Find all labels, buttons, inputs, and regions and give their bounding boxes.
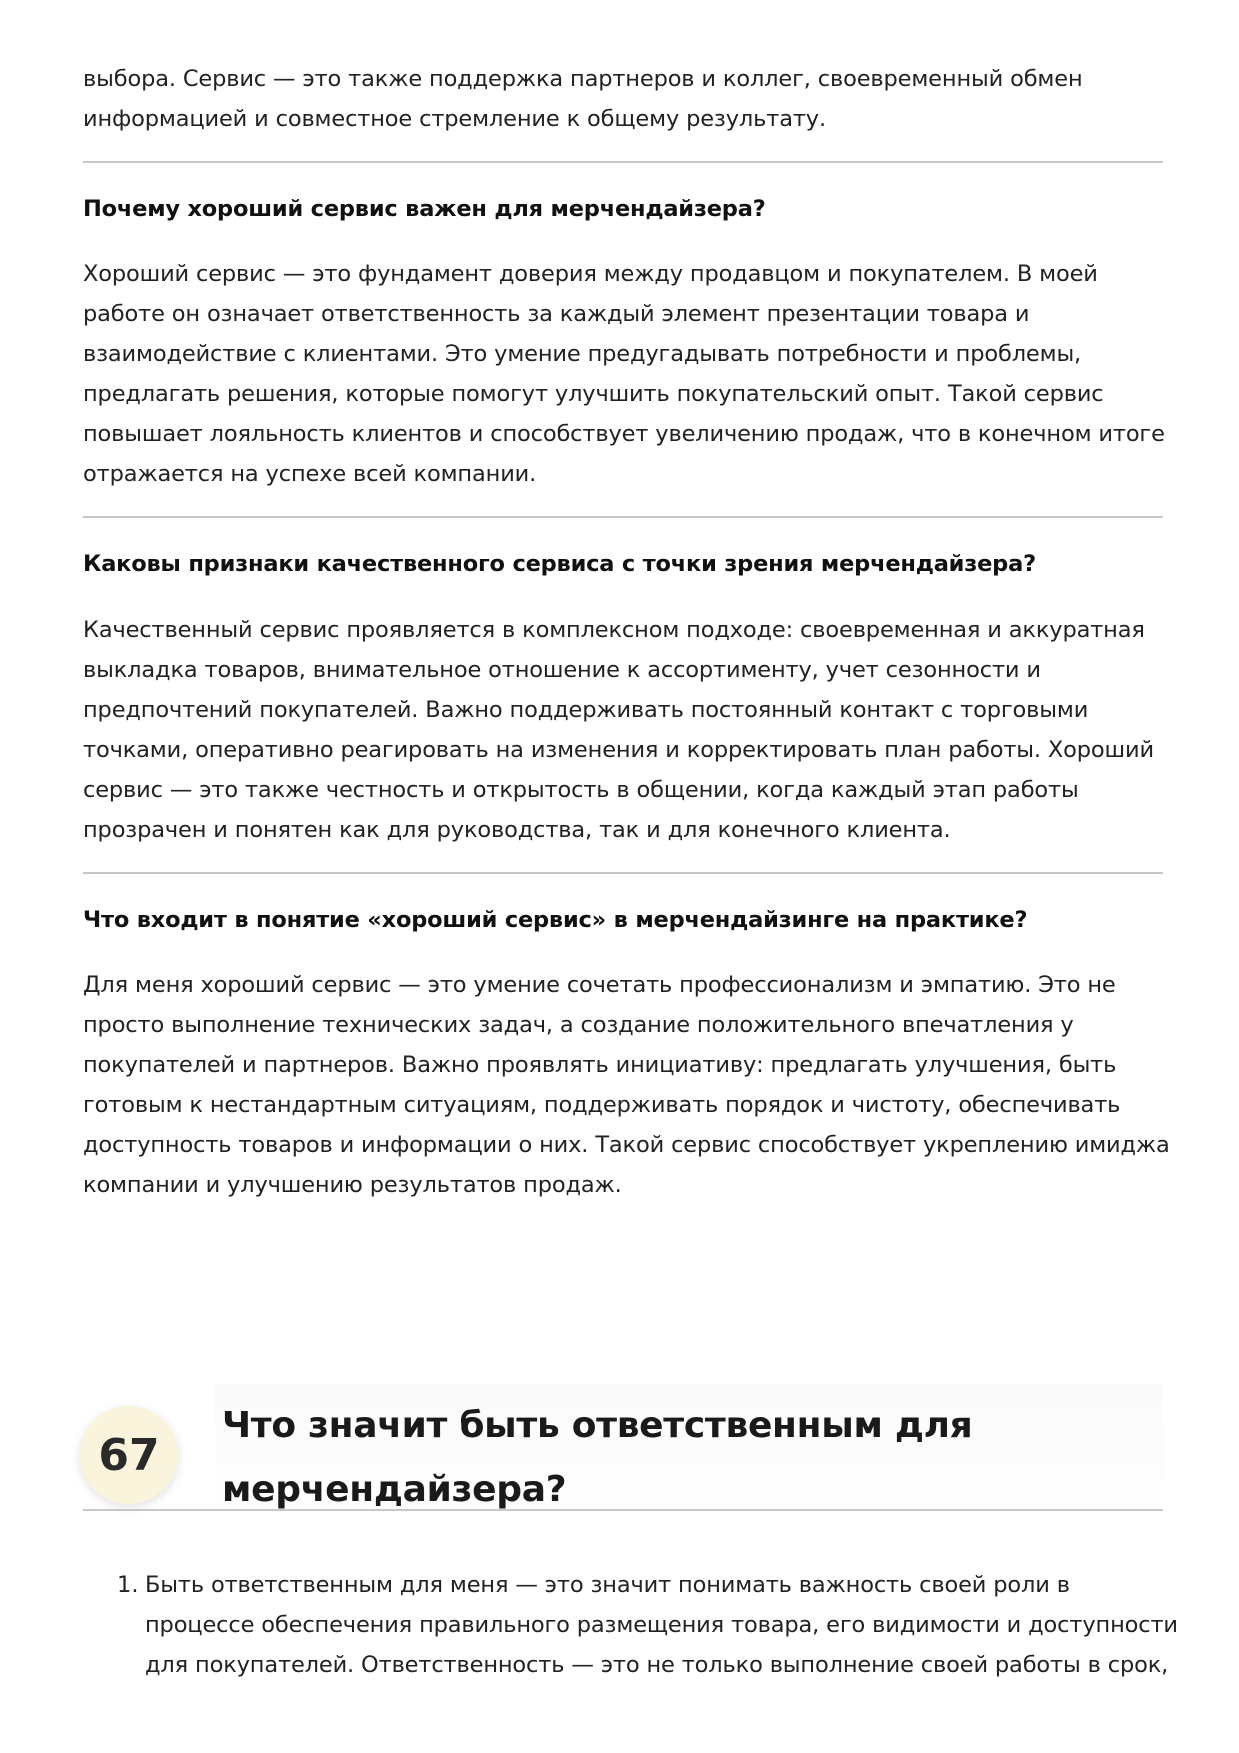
text-line: предпочтений покупателей. Важно поддерживать постоянный контакт с торговыми <box>83 697 1089 723</box>
text-line: компании и улучшению результатов продаж. <box>83 1172 622 1198</box>
faq-question: Каковы признаки качественного сервиса с точки зрения мерчендайзера? <box>83 551 1036 577</box>
section-divider <box>83 1509 1163 1511</box>
text-line: прозрачен и понятен как для руководства, так и для конечного клиента. <box>83 817 951 843</box>
text-line: готовым к нестандартным ситуациям, поддерживать порядок и чистоту, обеспечивать <box>83 1092 1121 1118</box>
text-line: сервис — это также честность и открытость в общении, когда каждый этап работы <box>83 777 1079 803</box>
text-line: Качественный сервис проявляется в комплексном подходе: своевременная и аккуратная <box>83 617 1145 643</box>
text-line: выбора. Сервис — это также поддержка партнеров и коллег, своевременный обмен <box>83 66 1083 92</box>
text-line: точками, оперативно реагировать на изменения и корректировать план работы. Хороший <box>83 737 1154 763</box>
faq-answer-2 <box>83 610 1163 850</box>
faq-item-1 <box>83 193 1163 225</box>
divider <box>83 872 1163 874</box>
section-title-line: мерчендайзера? <box>222 1469 567 1510</box>
text-line: повышает лояльность клиентов и способствует увеличению продаж, что в конечном итоге <box>83 421 1165 447</box>
faq-question: Что входит в понятие «хороший сервис» в мерчендайзинге на практике? <box>83 907 1028 933</box>
faq-answer-1 <box>83 254 1163 494</box>
text-line: Для меня хороший сервис — это умение сочетать профессионализм и эмпатию. Это не <box>83 972 1116 998</box>
text-line: предлагать решения, которые помогут улучшить покупательский опыт. Такой сервис <box>83 381 1104 407</box>
text-line: взаимодействие с клиентами. Это умение предугадывать потребности и проблемы, <box>83 341 1082 367</box>
faq-answer-3 <box>83 965 1170 1205</box>
text-line: выкладка товаров, внимательное отношение к ассортименту, учет сезонности и <box>83 657 1041 683</box>
list-item <box>83 1565 1178 1685</box>
answer-list <box>83 1565 1178 1685</box>
faq-question: Почему хороший сервис важен для мерчендайзера? <box>83 196 766 222</box>
text-line: отражается на успехе всей компании. <box>83 461 537 487</box>
text-line: Хороший сервис — это фундамент доверия между продавцом и покупателем. В моей <box>83 261 1098 287</box>
section-number-badge: 67 <box>80 1406 178 1504</box>
text-line: доступность товаров и информации о них. Такой сервис способствует укреплению имиджа <box>83 1132 1170 1158</box>
list-item-marker: 1. <box>117 1572 139 1598</box>
text-line: Быть ответственным для меня — это значит понимать важность своей роли в <box>145 1572 1070 1598</box>
faq-item-2 <box>83 548 1163 580</box>
section-title-line: Что значит быть ответственным для <box>222 1405 973 1446</box>
text-line: просто выполнение технических задач, а создание положительного впечатления у <box>83 1012 1074 1038</box>
section-title <box>222 1394 972 1522</box>
faq-item-3 <box>83 904 1163 936</box>
text-line: покупателей и партнеров. Важно проявлять инициативу: предлагать улучшения, быть <box>83 1052 1117 1078</box>
divider <box>83 516 1163 518</box>
text-line: работе он означает ответственность за каждый элемент презентации товара и <box>83 301 1030 327</box>
divider <box>83 161 1163 163</box>
text-line: информацией и совместное стремление к общему результату. <box>83 106 826 132</box>
text-line: процессе обеспечения правильного размещения товара, его видимости и доступности <box>145 1612 1178 1638</box>
text-line: для покупателей. Ответственность — это не только выполнение своей работы в срок, <box>145 1652 1169 1678</box>
intro-paragraph <box>83 59 1163 139</box>
